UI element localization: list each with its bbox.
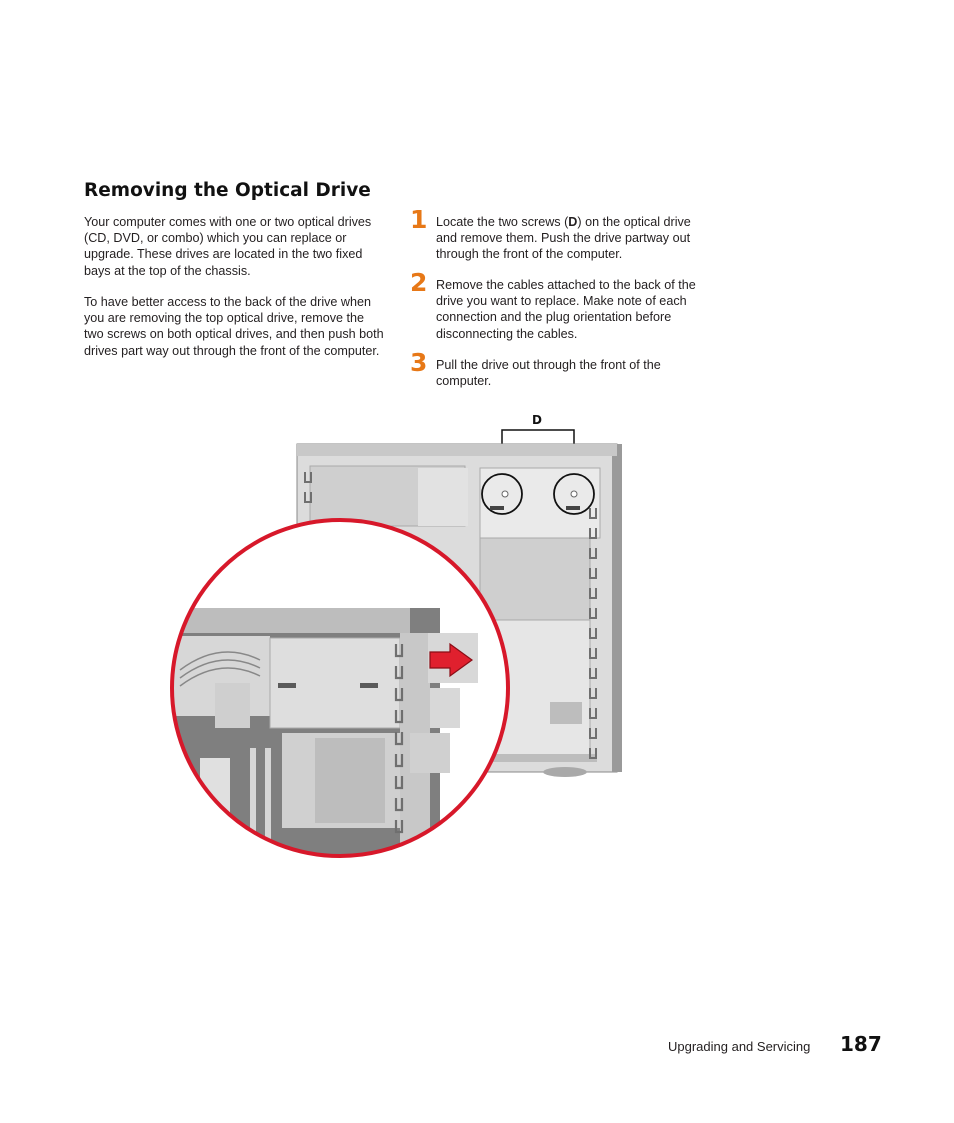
step-text: Remove the cables attached to the back of the drive you want to replace. Make note of each connection and the plug orientation before disconnecting the cables. — [436, 278, 696, 341]
step-number: 1 — [410, 205, 428, 234]
page-number: 187 — [840, 1032, 882, 1056]
access-tip-paragraph: To have better access to the back of the drive when you are removing the top optical drive, remove the two screws on both optical drives, and then push both drives part way out through the front of the computer. — [84, 295, 384, 358]
step-text: Pull the drive out through the front of the computer. — [436, 358, 661, 389]
step-number: 3 — [410, 348, 428, 377]
footer-section-name: Upgrading and Servicing — [668, 1039, 811, 1054]
callout-label: D — [532, 413, 542, 427]
callout-ref: D — [568, 215, 578, 229]
optical-drive-illustration — [160, 408, 630, 868]
intro-paragraph: Your computer comes with one or two optical drives (CD, DVD, or combo) which you can replace or upgrade. These drives are located in the two fixed bays at the top of the chassis. — [84, 215, 372, 278]
step-text: Locate the two screws (D) on the optical drive and remove them. Push the drive partway out through the front of the computer. — [436, 215, 691, 262]
step-number: 2 — [410, 268, 428, 297]
section-title: Removing the Optical Drive — [84, 180, 371, 201]
